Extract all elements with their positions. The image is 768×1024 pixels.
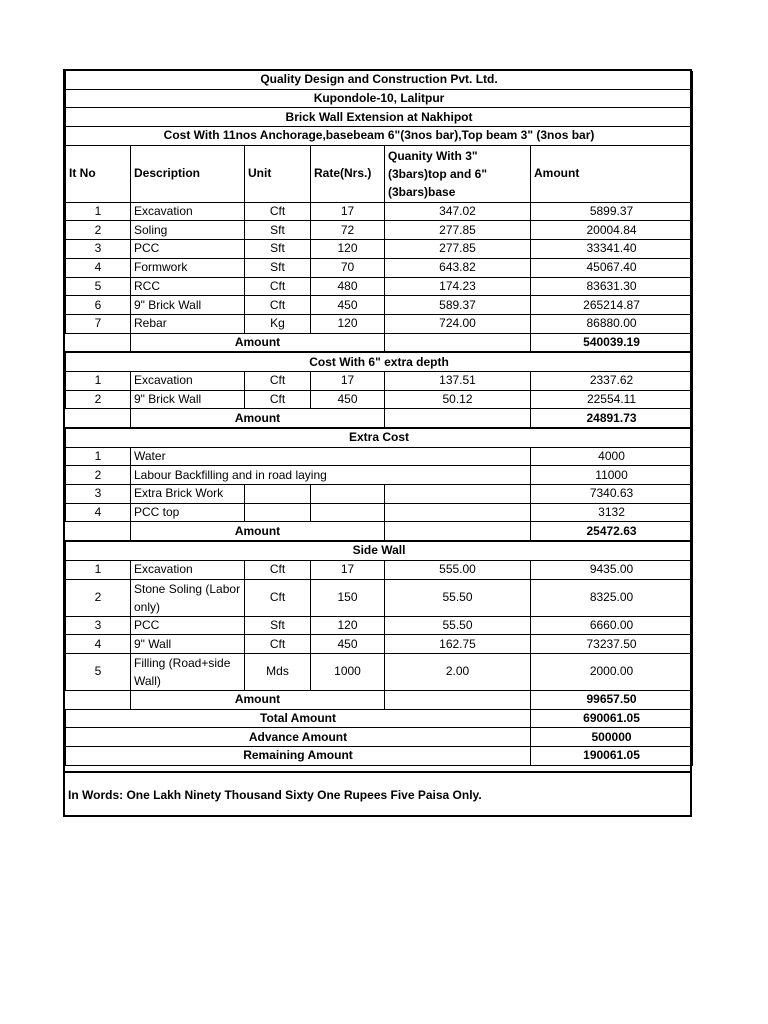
item-amount: 2337.62 bbox=[531, 371, 693, 390]
item-number: 5 bbox=[66, 653, 131, 690]
item-description: PCC bbox=[131, 616, 245, 635]
company-name: Quality Design and Construction Pvt. Ltd. bbox=[66, 71, 693, 89]
item-amount: 22554.11 bbox=[531, 390, 693, 409]
section-extra-cost-amount-label: Amount bbox=[131, 522, 385, 541]
item-quantity: 50.12 bbox=[385, 390, 531, 409]
item-description: RCC bbox=[131, 277, 245, 296]
section-side-wall-title: Side Wall bbox=[66, 541, 693, 560]
item-description: Rebar bbox=[131, 314, 245, 333]
item-rate: 450 bbox=[311, 296, 385, 315]
item-description: Stone Soling (Labor only) bbox=[131, 579, 245, 616]
item-description: Excavation bbox=[131, 371, 245, 390]
item-unit: Cft bbox=[245, 202, 311, 221]
item-number: 3 bbox=[66, 616, 131, 635]
table-row bbox=[66, 296, 693, 315]
item-description: 9" Brick Wall bbox=[131, 390, 245, 409]
item-number: 2 bbox=[66, 579, 131, 616]
table-row bbox=[66, 314, 693, 333]
item-amount: 45067.40 bbox=[531, 258, 693, 277]
item-number: 4 bbox=[66, 635, 131, 654]
item-unit: Sft bbox=[245, 616, 311, 635]
table-row bbox=[66, 653, 693, 690]
section-side-wall-amount: 99657.50 bbox=[531, 690, 693, 709]
item-description: PCC bbox=[131, 240, 245, 259]
item-rate: 17 bbox=[311, 371, 385, 390]
item-unit: Cft bbox=[245, 635, 311, 654]
item-number: 3 bbox=[66, 485, 131, 504]
item-unit: Cft bbox=[245, 579, 311, 616]
item-number: 7 bbox=[66, 314, 131, 333]
item-unit: Cft bbox=[245, 277, 311, 296]
item-quantity: 137.51 bbox=[385, 371, 531, 390]
item-description: 9" Wall bbox=[131, 635, 245, 654]
column-header-it-no: It No bbox=[66, 145, 131, 202]
item-amount: 73237.50 bbox=[531, 635, 693, 654]
table-row bbox=[66, 447, 693, 466]
table-row bbox=[66, 485, 693, 504]
total-amount-label: Total Amount bbox=[66, 709, 531, 728]
column-header-quantity: Quanity With 3" (3bars)top and 6" (3bars)base bbox=[385, 145, 531, 202]
item-unit: Mds bbox=[245, 653, 311, 690]
section-extra-depth-amount-spacer bbox=[385, 409, 531, 428]
item-amount: 8325.00 bbox=[531, 579, 693, 616]
item-description: 9" Brick Wall bbox=[131, 296, 245, 315]
section-side-wall-amount-label: Amount bbox=[131, 690, 385, 709]
item-description: Labour Backfilling and in road laying bbox=[131, 466, 531, 485]
item-unit: Kg bbox=[245, 314, 311, 333]
item-amount: 86880.00 bbox=[531, 314, 693, 333]
section-extra-depth-amount-label: Amount bbox=[131, 409, 385, 428]
item-rate: 450 bbox=[311, 635, 385, 654]
item-description: Soling bbox=[131, 221, 245, 240]
item-quantity: 277.85 bbox=[385, 221, 531, 240]
item-amount: 11000 bbox=[531, 466, 693, 485]
item-unit: Sft bbox=[245, 240, 311, 259]
empty-cell bbox=[245, 503, 311, 522]
section-main-amount: 540039.19 bbox=[531, 333, 693, 352]
item-description: Filling (Road+side Wall) bbox=[131, 653, 245, 690]
item-number: 4 bbox=[66, 258, 131, 277]
item-amount: 33341.40 bbox=[531, 240, 693, 259]
item-rate: 72 bbox=[311, 221, 385, 240]
item-rate: 120 bbox=[311, 616, 385, 635]
item-quantity: 277.85 bbox=[385, 240, 531, 259]
item-rate: 17 bbox=[311, 202, 385, 221]
item-rate: 150 bbox=[311, 579, 385, 616]
item-number: 1 bbox=[66, 560, 131, 579]
table-row bbox=[66, 240, 693, 259]
empty-cell bbox=[245, 485, 311, 504]
section-extra-depth-amount: 24891.73 bbox=[531, 409, 693, 428]
item-unit: Cft bbox=[245, 371, 311, 390]
cost-title: Cost With 11nos Anchorage,basebeam 6"(3nos bar),Top beam 3" (3nos bar) bbox=[66, 127, 693, 146]
table-row bbox=[66, 202, 693, 221]
section-side-wall-amount-spacer bbox=[385, 690, 531, 709]
item-amount: 4000 bbox=[531, 447, 693, 466]
item-number: 2 bbox=[66, 466, 131, 485]
item-unit: Cft bbox=[245, 390, 311, 409]
empty-cell bbox=[311, 485, 385, 504]
section-extra-cost-title: Extra Cost bbox=[66, 428, 693, 447]
section-extra-cost-amount-spacer bbox=[385, 522, 531, 541]
section-extra-depth-title: Cost With 6" extra depth bbox=[66, 352, 693, 371]
item-number: 1 bbox=[66, 371, 131, 390]
item-rate: 70 bbox=[311, 258, 385, 277]
item-rate: 1000 bbox=[311, 653, 385, 690]
item-description: Excavation bbox=[131, 202, 245, 221]
item-amount: 83631.30 bbox=[531, 277, 693, 296]
item-quantity: 347.02 bbox=[385, 202, 531, 221]
item-description: Extra Brick Work bbox=[131, 485, 245, 504]
item-amount: 265214.87 bbox=[531, 296, 693, 315]
section-extra-cost bbox=[66, 447, 693, 522]
table-row bbox=[66, 258, 693, 277]
estimate-sheet bbox=[63, 69, 692, 817]
item-quantity: 55.50 bbox=[385, 579, 531, 616]
item-quantity: 555.00 bbox=[385, 560, 531, 579]
empty-cell bbox=[311, 503, 385, 522]
item-amount: 6660.00 bbox=[531, 616, 693, 635]
total-amount: 690061.05 bbox=[531, 709, 693, 728]
item-amount: 2000.00 bbox=[531, 653, 693, 690]
table-row bbox=[66, 503, 693, 522]
item-number: 5 bbox=[66, 277, 131, 296]
section-main bbox=[66, 202, 693, 333]
item-description: Excavation bbox=[131, 560, 245, 579]
estimate-table bbox=[65, 71, 693, 766]
column-header-rate: Rate(Nrs.) bbox=[311, 145, 385, 202]
item-number: 1 bbox=[66, 447, 131, 466]
item-quantity: 2.00 bbox=[385, 653, 531, 690]
column-header-amount: Amount bbox=[531, 145, 693, 202]
amount-in-words: In Words: One Lakh Ninety Thousand Sixty One Rupees Five Paisa Only. bbox=[65, 771, 690, 816]
table-row bbox=[66, 371, 693, 390]
empty-cell bbox=[385, 503, 531, 522]
empty-cell bbox=[385, 485, 531, 504]
item-number: 2 bbox=[66, 390, 131, 409]
table-row bbox=[66, 277, 693, 296]
item-unit: Cft bbox=[245, 296, 311, 315]
column-header-description: Description bbox=[131, 145, 245, 202]
item-rate: 17 bbox=[311, 560, 385, 579]
item-quantity: 55.50 bbox=[385, 616, 531, 635]
item-rate: 480 bbox=[311, 277, 385, 296]
section-extra-depth bbox=[66, 371, 693, 408]
section-extra-cost-amount: 25472.63 bbox=[531, 522, 693, 541]
table-row bbox=[66, 466, 693, 485]
item-amount: 3132 bbox=[531, 503, 693, 522]
table-row bbox=[66, 560, 693, 579]
item-number: 1 bbox=[66, 202, 131, 221]
item-number: 3 bbox=[66, 240, 131, 259]
column-header-unit: Unit bbox=[245, 145, 311, 202]
table-row bbox=[66, 635, 693, 654]
item-quantity: 174.23 bbox=[385, 277, 531, 296]
advance-amount-label: Advance Amount bbox=[66, 728, 531, 747]
item-rate: 120 bbox=[311, 240, 385, 259]
item-unit: Sft bbox=[245, 221, 311, 240]
section-main-amount-label: Amount bbox=[131, 333, 385, 352]
item-number: 2 bbox=[66, 221, 131, 240]
section-main-amount-spacer bbox=[385, 333, 531, 352]
item-rate: 450 bbox=[311, 390, 385, 409]
item-quantity: 589.37 bbox=[385, 296, 531, 315]
remaining-amount: 190061.05 bbox=[531, 746, 693, 765]
item-description: PCC top bbox=[131, 503, 245, 522]
item-amount: 20004.84 bbox=[531, 221, 693, 240]
remaining-amount-label: Remaining Amount bbox=[66, 746, 531, 765]
item-unit: Cft bbox=[245, 560, 311, 579]
company-address: Kupondole-10, Lalitpur bbox=[66, 89, 693, 108]
table-row bbox=[66, 579, 693, 616]
table-row bbox=[66, 390, 693, 409]
item-amount: 9435.00 bbox=[531, 560, 693, 579]
item-description: Water bbox=[131, 447, 531, 466]
item-quantity: 643.82 bbox=[385, 258, 531, 277]
item-description: Formwork bbox=[131, 258, 245, 277]
item-quantity: 162.75 bbox=[385, 635, 531, 654]
item-amount: 7340.63 bbox=[531, 485, 693, 504]
table-row bbox=[66, 221, 693, 240]
item-number: 4 bbox=[66, 503, 131, 522]
section-side-wall bbox=[66, 560, 693, 690]
table-row bbox=[66, 616, 693, 635]
item-rate: 120 bbox=[311, 314, 385, 333]
advance-amount: 500000 bbox=[531, 728, 693, 747]
item-unit: Sft bbox=[245, 258, 311, 277]
project-title: Brick Wall Extension at Nakhipot bbox=[66, 108, 693, 127]
item-quantity: 724.00 bbox=[385, 314, 531, 333]
item-number: 6 bbox=[66, 296, 131, 315]
item-amount: 5899.37 bbox=[531, 202, 693, 221]
